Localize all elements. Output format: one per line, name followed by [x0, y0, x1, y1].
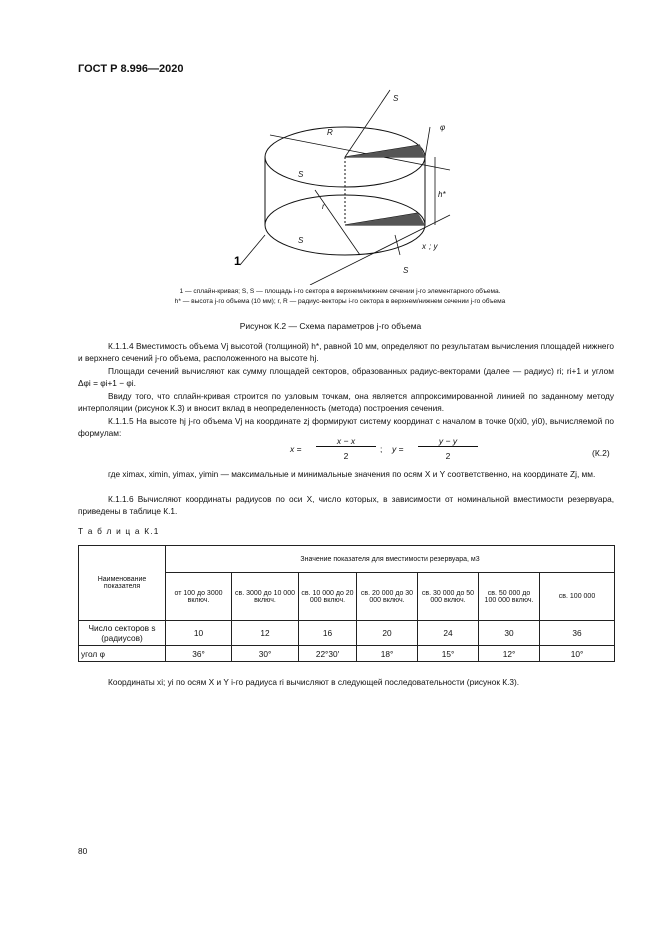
- formula-den-y: 2: [445, 451, 451, 461]
- formula-num-y: y − y: [438, 436, 458, 446]
- page-header: ГОСТ Р 8.996—2020: [78, 63, 184, 75]
- table-col-header: св. 30 000 до 50 000 включ.: [418, 573, 479, 621]
- label-r-mid: r: [322, 202, 325, 211]
- table-cell: 30°: [232, 646, 299, 662]
- formula-den-x: 2: [343, 451, 349, 461]
- table-cell: 10: [166, 621, 232, 646]
- label-s-top: S: [393, 94, 399, 103]
- table-cell: 24: [418, 621, 479, 646]
- table-k1: [78, 545, 615, 662]
- formula-k2: x = x − x 2 ; y = y − y 2: [290, 438, 550, 464]
- table-cell: 16: [299, 621, 357, 646]
- table-col-header: св. 100 000: [540, 573, 615, 621]
- table-cell: 15°: [418, 646, 479, 662]
- table-title: Т а б л и ц а К.1: [78, 526, 160, 536]
- table-cell: 30: [479, 621, 540, 646]
- table-row: [79, 621, 615, 646]
- cylinder-diagram: [150, 85, 470, 285]
- table-col-header: св. 10 000 до 20 000 включ.: [299, 573, 357, 621]
- label-h: h*: [438, 190, 446, 199]
- table-cell: 36°: [166, 646, 232, 662]
- formula-lhs-x: x: [290, 444, 295, 454]
- table-cell: 20: [357, 621, 418, 646]
- paragraph-k1-1-6: К.1.1.6 Вычисляют координаты радиусов по оси X, число которых, в зависимости от номинальной вместимости резервуара, приведены в таблице К.1.: [78, 494, 614, 517]
- paragraph-where: где ximax, ximin, yimax, yimin — максимальные и минимальные значения по осям X и Y соответственно, на координате Zj, мм.: [108, 469, 596, 479]
- label-xy: x: [422, 242, 426, 251]
- figure-caption: Рисунок К.2 — Схема параметров j-го объема: [239, 321, 422, 331]
- table-row-name: угол φ: [79, 646, 166, 662]
- formula-sep: ;: [380, 444, 383, 454]
- table-col-header: св. 3000 до 10 000 включ.: [232, 573, 299, 621]
- table-cell: 12°: [479, 646, 540, 662]
- label-one: 1: [234, 254, 241, 268]
- formula-num-x: x − x: [336, 436, 356, 446]
- page-number: 80: [78, 846, 88, 856]
- table-group-header: Значение показателя для вместимости резервуара, м3: [166, 546, 615, 573]
- figure-legend-1: 1 — сплайн-кривая; S, S — площадь i-го сектора в верхнем/нижнем сечении j-го элементарного объема.: [179, 288, 501, 295]
- paragraph-sections: Площади сечений вычисляют как сумму площадей секторов, образованных радиус-векторами (далее — радиус) ri; ri+1 и углом Δφi = φi+1 − φi.: [78, 366, 614, 389]
- equation-number: (К.2): [592, 448, 610, 458]
- table-row: [79, 646, 615, 662]
- label-s-bot: S: [298, 236, 304, 245]
- formula-lhs-y: y: [392, 444, 397, 454]
- paragraph-k1-1-5: К.1.1.5 На высоте hj j-го объема Vj на координате zj формируют систему координат с началом в точке 0(xi0, yi0), вычисляемой по формулам:: [78, 416, 614, 439]
- label-s-side: S: [403, 266, 409, 275]
- label-r-top: R: [327, 128, 333, 137]
- table-col-header: от 100 до 3000 включ.: [166, 573, 232, 621]
- table-cell: 12: [232, 621, 299, 646]
- paragraph-coordinates: Координаты xi; yi по осям X и Y i-го радиуса ri вычисляют в следующей последовательности (рисунок К.3).: [108, 677, 520, 687]
- table-cell: 10°: [540, 646, 615, 662]
- table-cell: 22°30′: [299, 646, 357, 662]
- table-cell: 36: [540, 621, 615, 646]
- table-cell: 18°: [357, 646, 418, 662]
- table-row-name: Число секторов s (радиусов): [79, 621, 166, 646]
- table-col-header: св. 50 000 до 100 000 включ.: [479, 573, 540, 621]
- table-col-header: св. 20 000 до 30 000 включ.: [357, 573, 418, 621]
- paragraph-k1-1-4: К.1.1.4 Вместимость объема Vj высотой (толщиной) h*, равной 10 мм, определяют по результатам вычисления площадей нижнего и верхнего сечений j-го объема, расположенного на высоте hj.: [78, 341, 614, 364]
- table-header-name: Наименование показателя: [79, 546, 166, 621]
- paragraph-spline: Ввиду того, что сплайн-кривая строится по узловым точкам, она является аппроксимированной линией по заданному методу интерполяции (рисунок К.3) и вносит вклад в неопределенность (метода) построения сечения.: [78, 391, 614, 414]
- figure-legend-2: h* — высота j-го объема (10 мм); r, R — радиус-векторы i-го сектора в верхнем/нижнем сечении j-го объема: [174, 298, 506, 305]
- label-phi: φ: [440, 123, 446, 132]
- label-s-mid: S: [298, 170, 304, 179]
- label-xy-rest: ; y: [429, 242, 438, 251]
